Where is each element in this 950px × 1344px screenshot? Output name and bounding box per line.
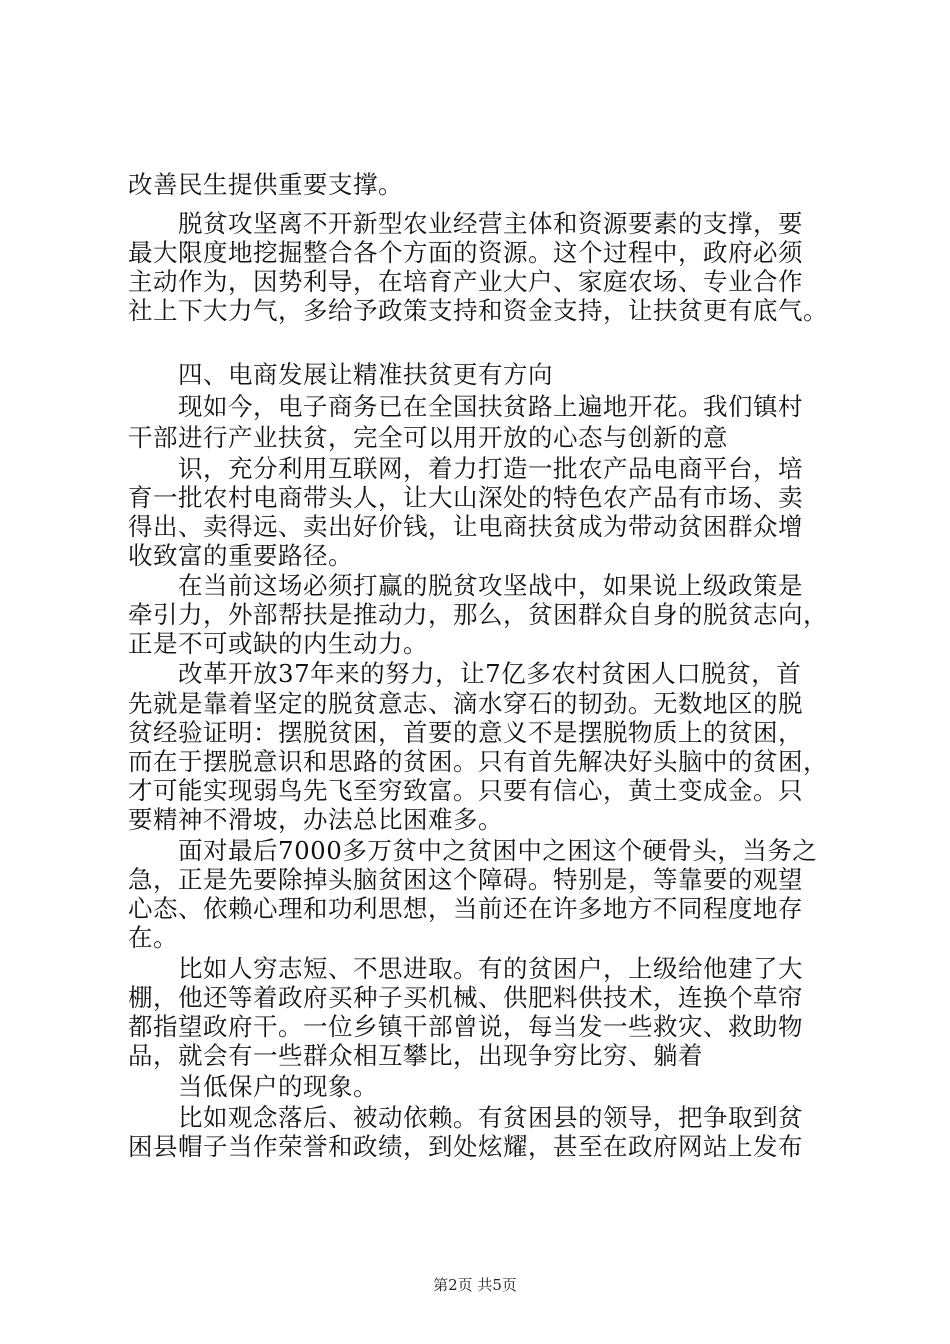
page-number: 第2页 共5页	[433, 1276, 517, 1294]
text-line: 改革开放37年来的努力，让7亿多农村贫困人口脱贫，首	[178, 659, 802, 688]
text-line: 困县帽子当作荣誉和政绩，到处炫耀，甚至在政府网站上发布	[128, 1132, 803, 1161]
text-line: 品，就会有一些群众相互攀比，出现争穷比穷、躺着	[128, 1041, 703, 1070]
text-line: 贫经验证明：摆脱贫困，首要的意义不是摆脱物质上的贫困，	[128, 718, 803, 747]
section-heading: 四、电商发展让精准扶贫更有方向	[178, 360, 553, 389]
text-line: 心态、依赖心理和功利思想，当前还在许多地方不同程度地存	[128, 894, 803, 923]
text-line: 在。	[128, 923, 178, 952]
text-line: 识，充分利用互联网，着力打造一批农产品电商平台，培	[178, 454, 803, 483]
text-line: 社上下大力气，多给予政策支持和资金支持，让扶贫更有底气。	[128, 296, 828, 325]
text-line: 在当前这场必须打赢的脱贫攻坚战中，如果说上级政策是	[178, 571, 803, 600]
text-line: 急，正是先要除掉头脑贫困这个障碍。特别是，等靠要的观望	[128, 865, 803, 894]
text-line: 才可能实现弱鸟先飞至穷致富。只要有信心，黄土变成金。只	[128, 776, 803, 805]
text-line: 现如今，电子商务已在全国扶贫路上遍地开花。我们镇村	[178, 392, 803, 421]
text-line: 脱贫攻坚离不开新型农业经营主体和资源要素的支撑，要	[178, 209, 803, 238]
text-line: 干部进行产业扶贫，完全可以用开放的心态与创新的意	[128, 423, 728, 452]
text-line: 收致富的重要路径。	[128, 541, 353, 570]
text-line: 要精神不滑坡，办法总比困难多。	[128, 805, 503, 834]
text-line: 正是不可或缺的内生动力。	[128, 629, 428, 658]
text-line: 最大限度地挖掘整合各个方面的资源。这个过程中，政府必须	[128, 238, 803, 267]
text-line: 先就是靠着坚定的脱贫意志、滴水穿石的韧劲。无数地区的脱	[128, 689, 803, 718]
text-line: 比如观念落后、被动依赖。有贫困县的领导，把争取到贫	[178, 1103, 803, 1132]
text-line: 而在于摆脱意识和思路的贫困。只有首先解决好头脑中的贫困，	[128, 747, 828, 776]
text-line: 都指望政府干。一位乡镇干部曾说，每当发一些救灾、救助物	[128, 1012, 803, 1041]
text-line: 比如人穷志短、不思进取。有的贫困户，上级给他建了大	[178, 954, 803, 983]
text-line: 改善民生提供重要支撑。	[128, 170, 403, 199]
text-line: 得出、卖得远、卖出好价钱，让电商扶贫成为带动贫困群众增	[128, 512, 803, 541]
text-line: 棚，他还等着政府买种子买机械、供肥料供技术，连换个草帘	[128, 983, 803, 1012]
text-line: 育一批农村电商带头人，让大山深处的特色农产品有市场、卖	[128, 483, 803, 512]
text-line: 主动作为，因势利导，在培育产业大户、家庭农场、专业合作	[128, 267, 803, 296]
text-line: 面对最后7000多万贫中之贫困中之困这个硬骨头，当务之	[178, 836, 818, 865]
text-line: 当低保户的现象。	[178, 1072, 378, 1101]
text-line: 牵引力，外部帮扶是推动力，那么，贫困群众自身的脱贫志向，	[128, 600, 828, 629]
